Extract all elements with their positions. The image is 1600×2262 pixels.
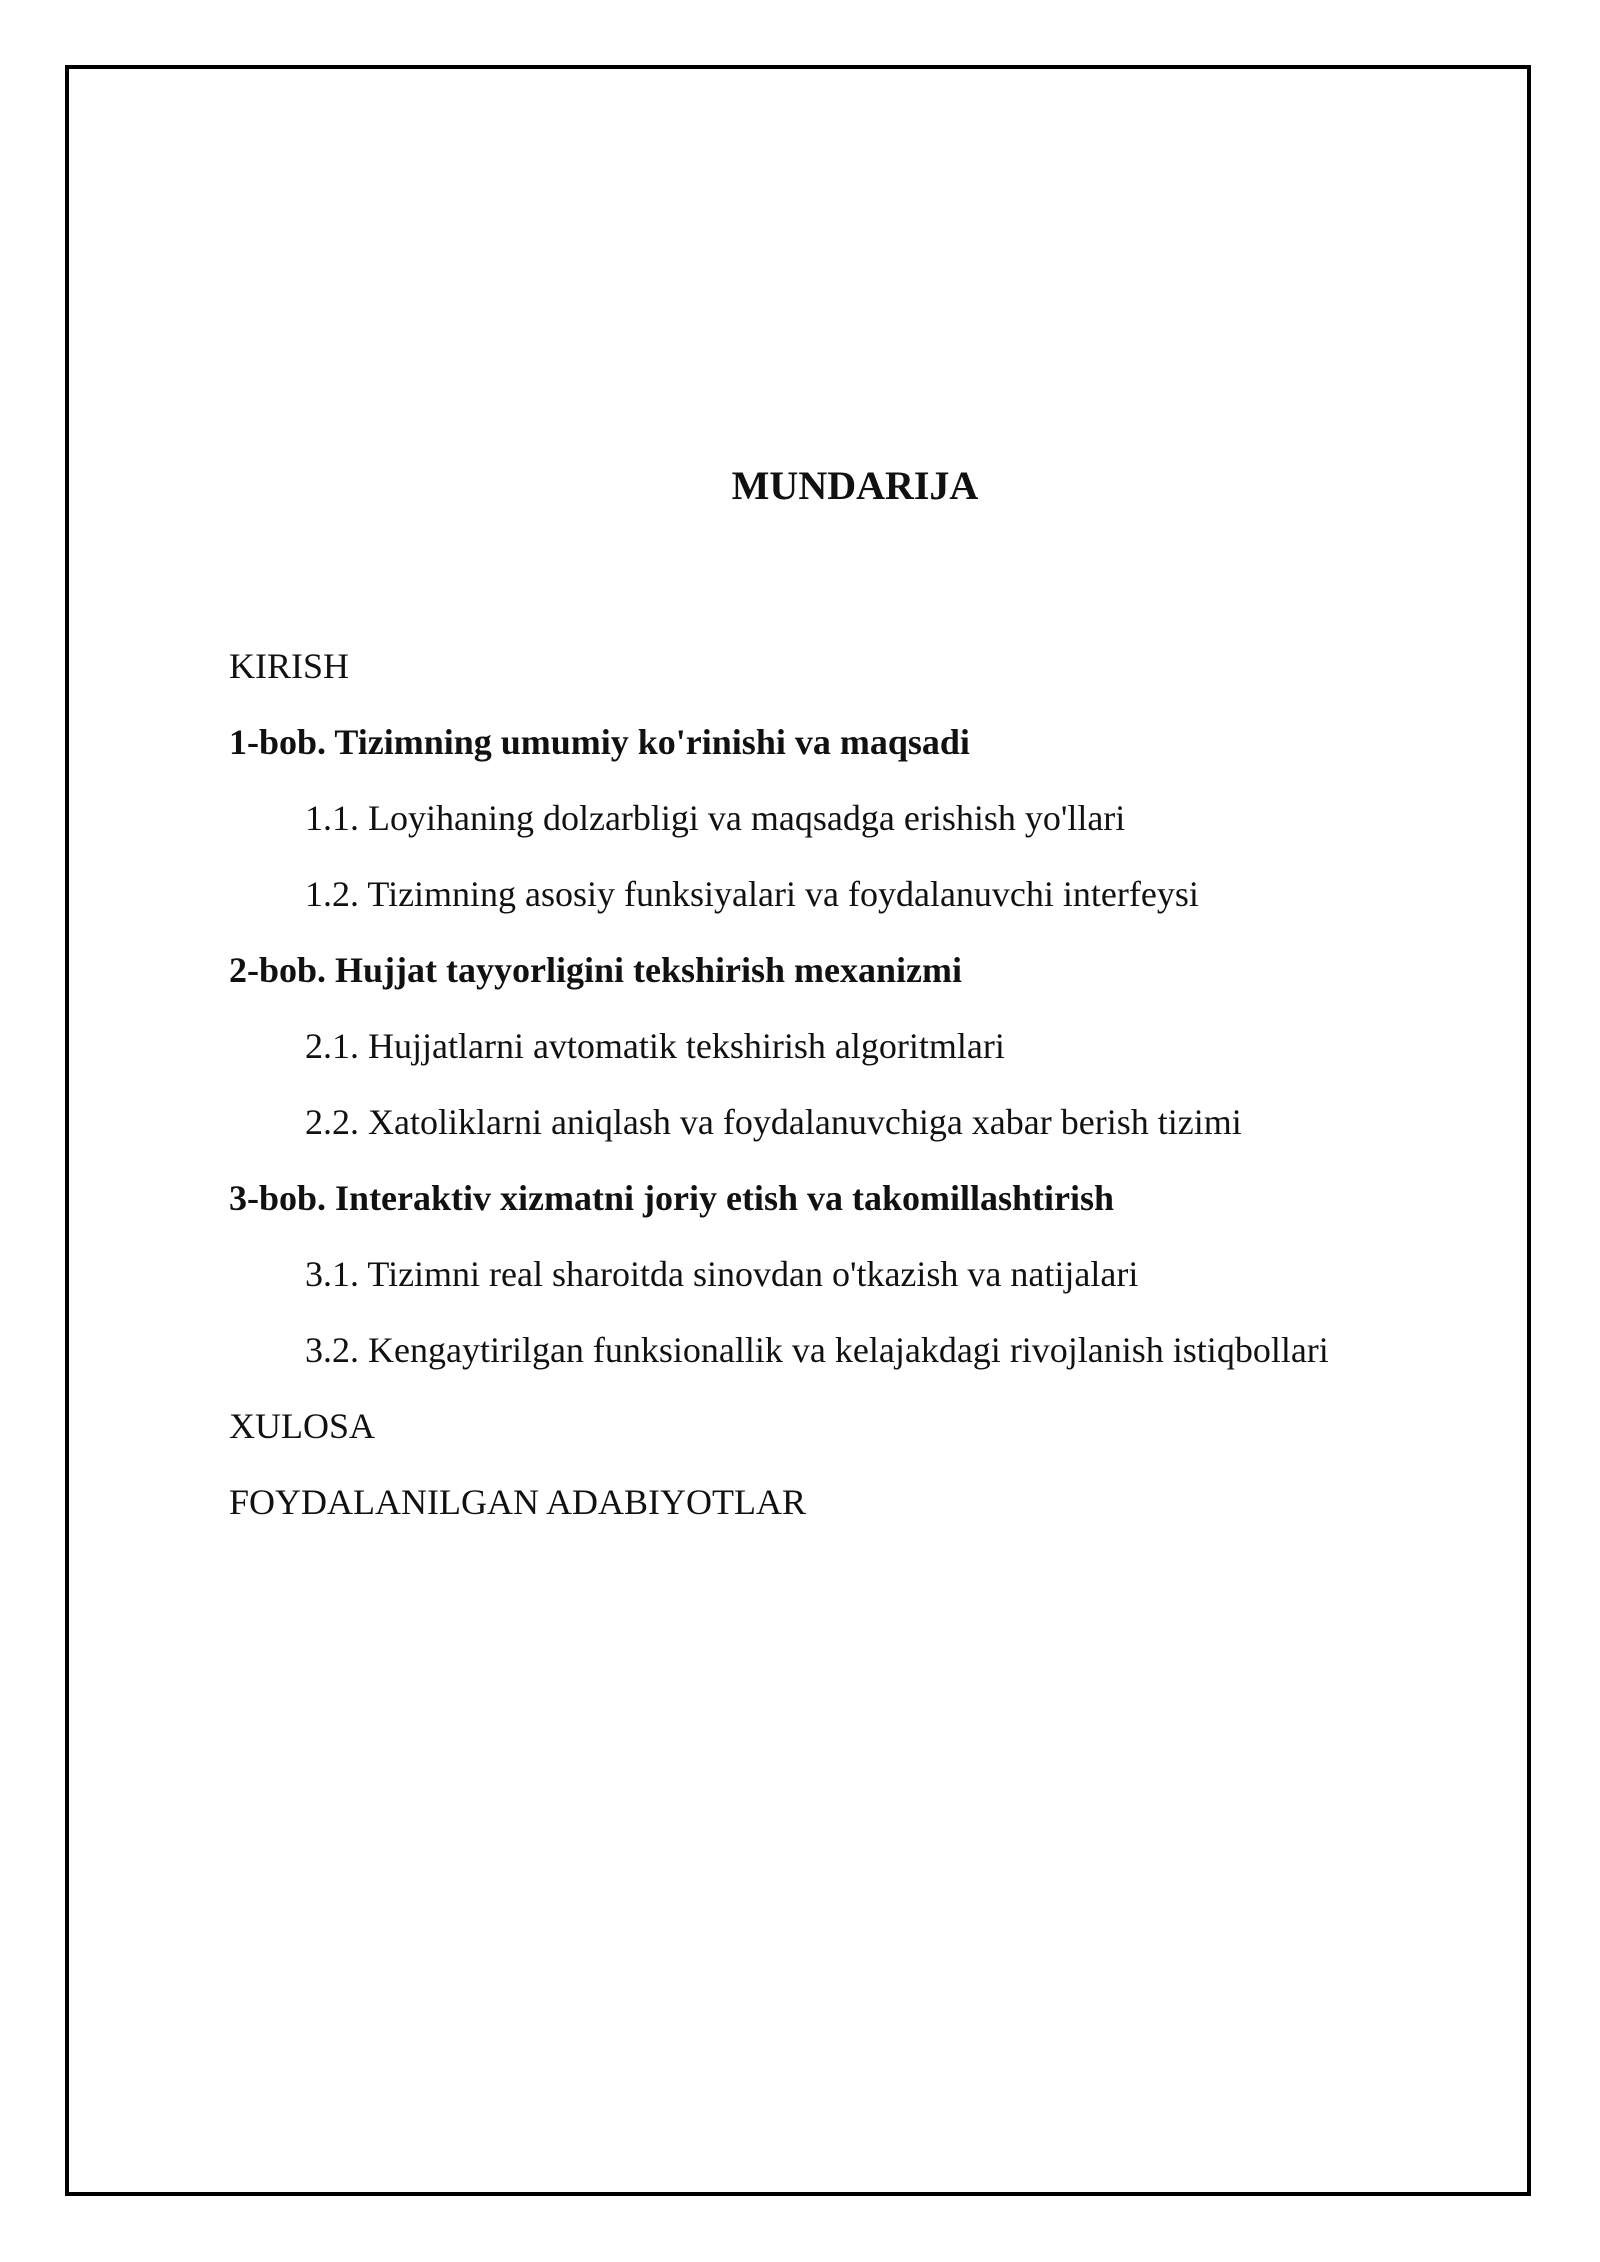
page-title: MUNDARIJA [731,463,979,508]
toc-section-2-1: 2.1. Hujjatlarni avtomatik tekshirish algoritmlari [305,1026,1005,1066]
toc-chapter-1: 1-bob. Tizimning umumiy ko'rinishi va maqsadi [229,722,970,762]
toc-section-3-2: 3.2. Kengaytirilgan funksionallik va kelajakdagi rivojlanish istiqbollari [305,1330,1329,1370]
toc-entry-conclusion: XULOSA [229,1406,376,1446]
toc-entry-references: FOYDALANILGAN ADABIYOTLAR [229,1482,806,1522]
toc-section-3-1: 3.1. Tizimni real sharoitda sinovdan o'tkazish va natijalari [305,1254,1139,1294]
table-of-contents [229,642,1479,1554]
toc-entry-introduction: KIRISH [229,646,350,686]
toc-chapter-2: 2-bob. Hujjat tayyorligini tekshirish mexanizmi [229,950,963,990]
toc-section-1-2: 1.2. Tizimning asosiy funksiyalari va foydalanuvchi interfeysi [305,874,1199,914]
toc-section-2-2: 2.2. Xatoliklarni aniqlash va foydalanuvchiga xabar berish tizimi [305,1102,1242,1142]
toc-chapter-3: 3-bob. Interaktiv xizmatni joriy etish va takomillashtirish [229,1178,1115,1218]
toc-section-1-1: 1.1. Loyihaning dolzarbligi va maqsadga erishish yo'llari [305,798,1126,838]
